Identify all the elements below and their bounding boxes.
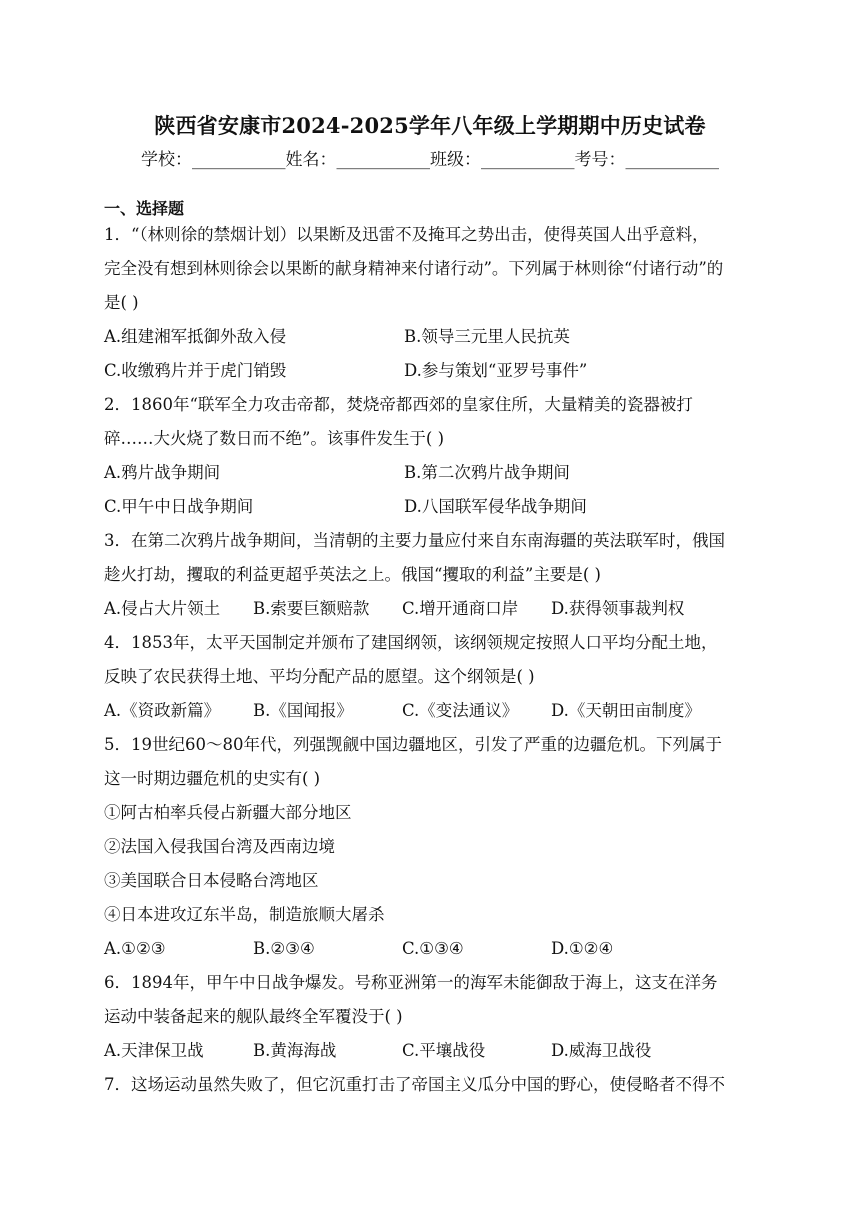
question-text: 2．1860年“联军全力攻击帝都，焚烧帝都西郊的皇家住所，大量精美的瓷器被打 (104, 395, 693, 414)
question-text: 完全没有想到林则徐会以果断的献身精神来付诸行动”。下列属于林则徐“付诸行动”的 (104, 259, 724, 278)
option-row (104, 932, 760, 966)
option-b: B.黄海海战 (253, 1041, 337, 1060)
class-field[interactable]: 班级：___________ (430, 150, 575, 170)
option-a: A.鸦片战争期间 (104, 463, 221, 482)
option-row (104, 354, 760, 388)
option-d: D.八国联军侵华战争期间 (404, 497, 587, 516)
statement-item: ③美国联合日本侵略台湾地区 (104, 871, 319, 890)
school-field[interactable]: 学校：___________ (141, 150, 286, 170)
option-row (104, 490, 760, 524)
option-a: A.《资政新篇》 (104, 701, 221, 720)
student-info-line (0, 145, 860, 170)
option-a: A.侵占大片领土 (104, 599, 221, 618)
question-text: 1．“（林则徐的禁烟计划）以果断及迅雷不及掩耳之势出击，使得英国人出乎意料， (104, 225, 709, 244)
option-a: A.组建湘军抵御外敌入侵 (104, 327, 287, 346)
question-text: 4．1853年，太平天国制定并颁布了建国纲领，该纲领规定按照人口平均分配土地， (104, 633, 718, 652)
option-b: B.第二次鸦片战争期间 (404, 463, 570, 482)
option-c: C.《变法通议》 (402, 701, 519, 720)
option-a: A.天津保卫战 (104, 1041, 204, 1060)
statement-item: ④日本进攻辽东半岛，制造旅顺大屠杀 (104, 905, 385, 924)
option-b: B.《国闻报》 (253, 701, 353, 720)
question-text: 趁火打劫，攫取的利益更超乎英法之上。俄国“攫取的利益”主要是( ) (104, 565, 601, 584)
exam-title: 陕西省安康市2024-2025学年八年级上学期期中历史试卷 (154, 113, 706, 138)
option-c: C.①③④ (402, 939, 464, 958)
question (104, 626, 760, 728)
option-d: D.获得领事裁判权 (551, 599, 685, 618)
statement-item: ①阿古柏率兵侵占新疆大部分地区 (104, 803, 352, 822)
question-text: 运动中装备起来的舰队最终全军覆没于( ) (104, 1007, 403, 1026)
option-b: B.领导三元里人民抗英 (404, 327, 570, 346)
question-text: 碎……大火烧了数日而不绝”。该事件发生于( ) (104, 429, 445, 448)
option-c: C.甲午中日战争期间 (104, 497, 254, 516)
option-b: B.②③④ (253, 939, 315, 958)
question-text: 3．在第二次鸦片战争期间，当清朝的主要力量应付来自东南海疆的英法联军时，俄国 (104, 531, 725, 550)
question (104, 218, 760, 388)
option-row (104, 592, 760, 626)
option-d: D.①②④ (551, 939, 614, 958)
option-row (104, 456, 760, 490)
question-text: 7．这场运动虽然失败了，但它沉重打击了帝国主义瓜分中国的野心，使侵略者不得不 (104, 1075, 725, 1094)
option-c: C.平壤战役 (402, 1041, 486, 1060)
question-text: 是( ) (104, 293, 139, 312)
question-text: 5．19世纪60～80年代，列强觊觎中国边疆地区，引发了严重的边疆危机。下列属于 (104, 735, 722, 754)
option-c: C.收缴鸦片并于虎门销毁 (104, 361, 287, 380)
option-row (104, 694, 760, 728)
option-row (104, 1034, 760, 1068)
statement-item: ②法国入侵我国台湾及西南边境 (104, 837, 335, 856)
question (104, 1068, 760, 1102)
name-field[interactable]: 姓名：___________ (285, 150, 430, 170)
option-c: C.增开通商口岸 (402, 599, 519, 618)
exam-number-field[interactable]: 考号：___________ (574, 150, 719, 170)
option-d: D.威海卫战役 (551, 1041, 652, 1060)
option-d: D.《天朝田亩制度》 (551, 701, 701, 720)
option-a: A.①②③ (104, 939, 166, 958)
question (104, 728, 760, 966)
option-d: D.参与策划“亚罗号事件” (404, 361, 588, 380)
question-text: 6．1894年，甲午中日战争爆发。号称亚洲第一的海军未能御敌于海上，这支在洋务 (104, 973, 718, 992)
question (104, 388, 760, 524)
option-row (104, 320, 760, 354)
question-text: 反映了农民获得土地、平均分配产品的愿望。这个纲领是( ) (104, 667, 535, 686)
question (104, 524, 760, 626)
question-text: 这一时期边疆危机的史实有( ) (104, 769, 321, 788)
option-b: B.索要巨额赔款 (253, 599, 370, 618)
question (104, 966, 760, 1068)
question-list (104, 218, 760, 1102)
section-heading: 一、选择题 (104, 199, 185, 218)
